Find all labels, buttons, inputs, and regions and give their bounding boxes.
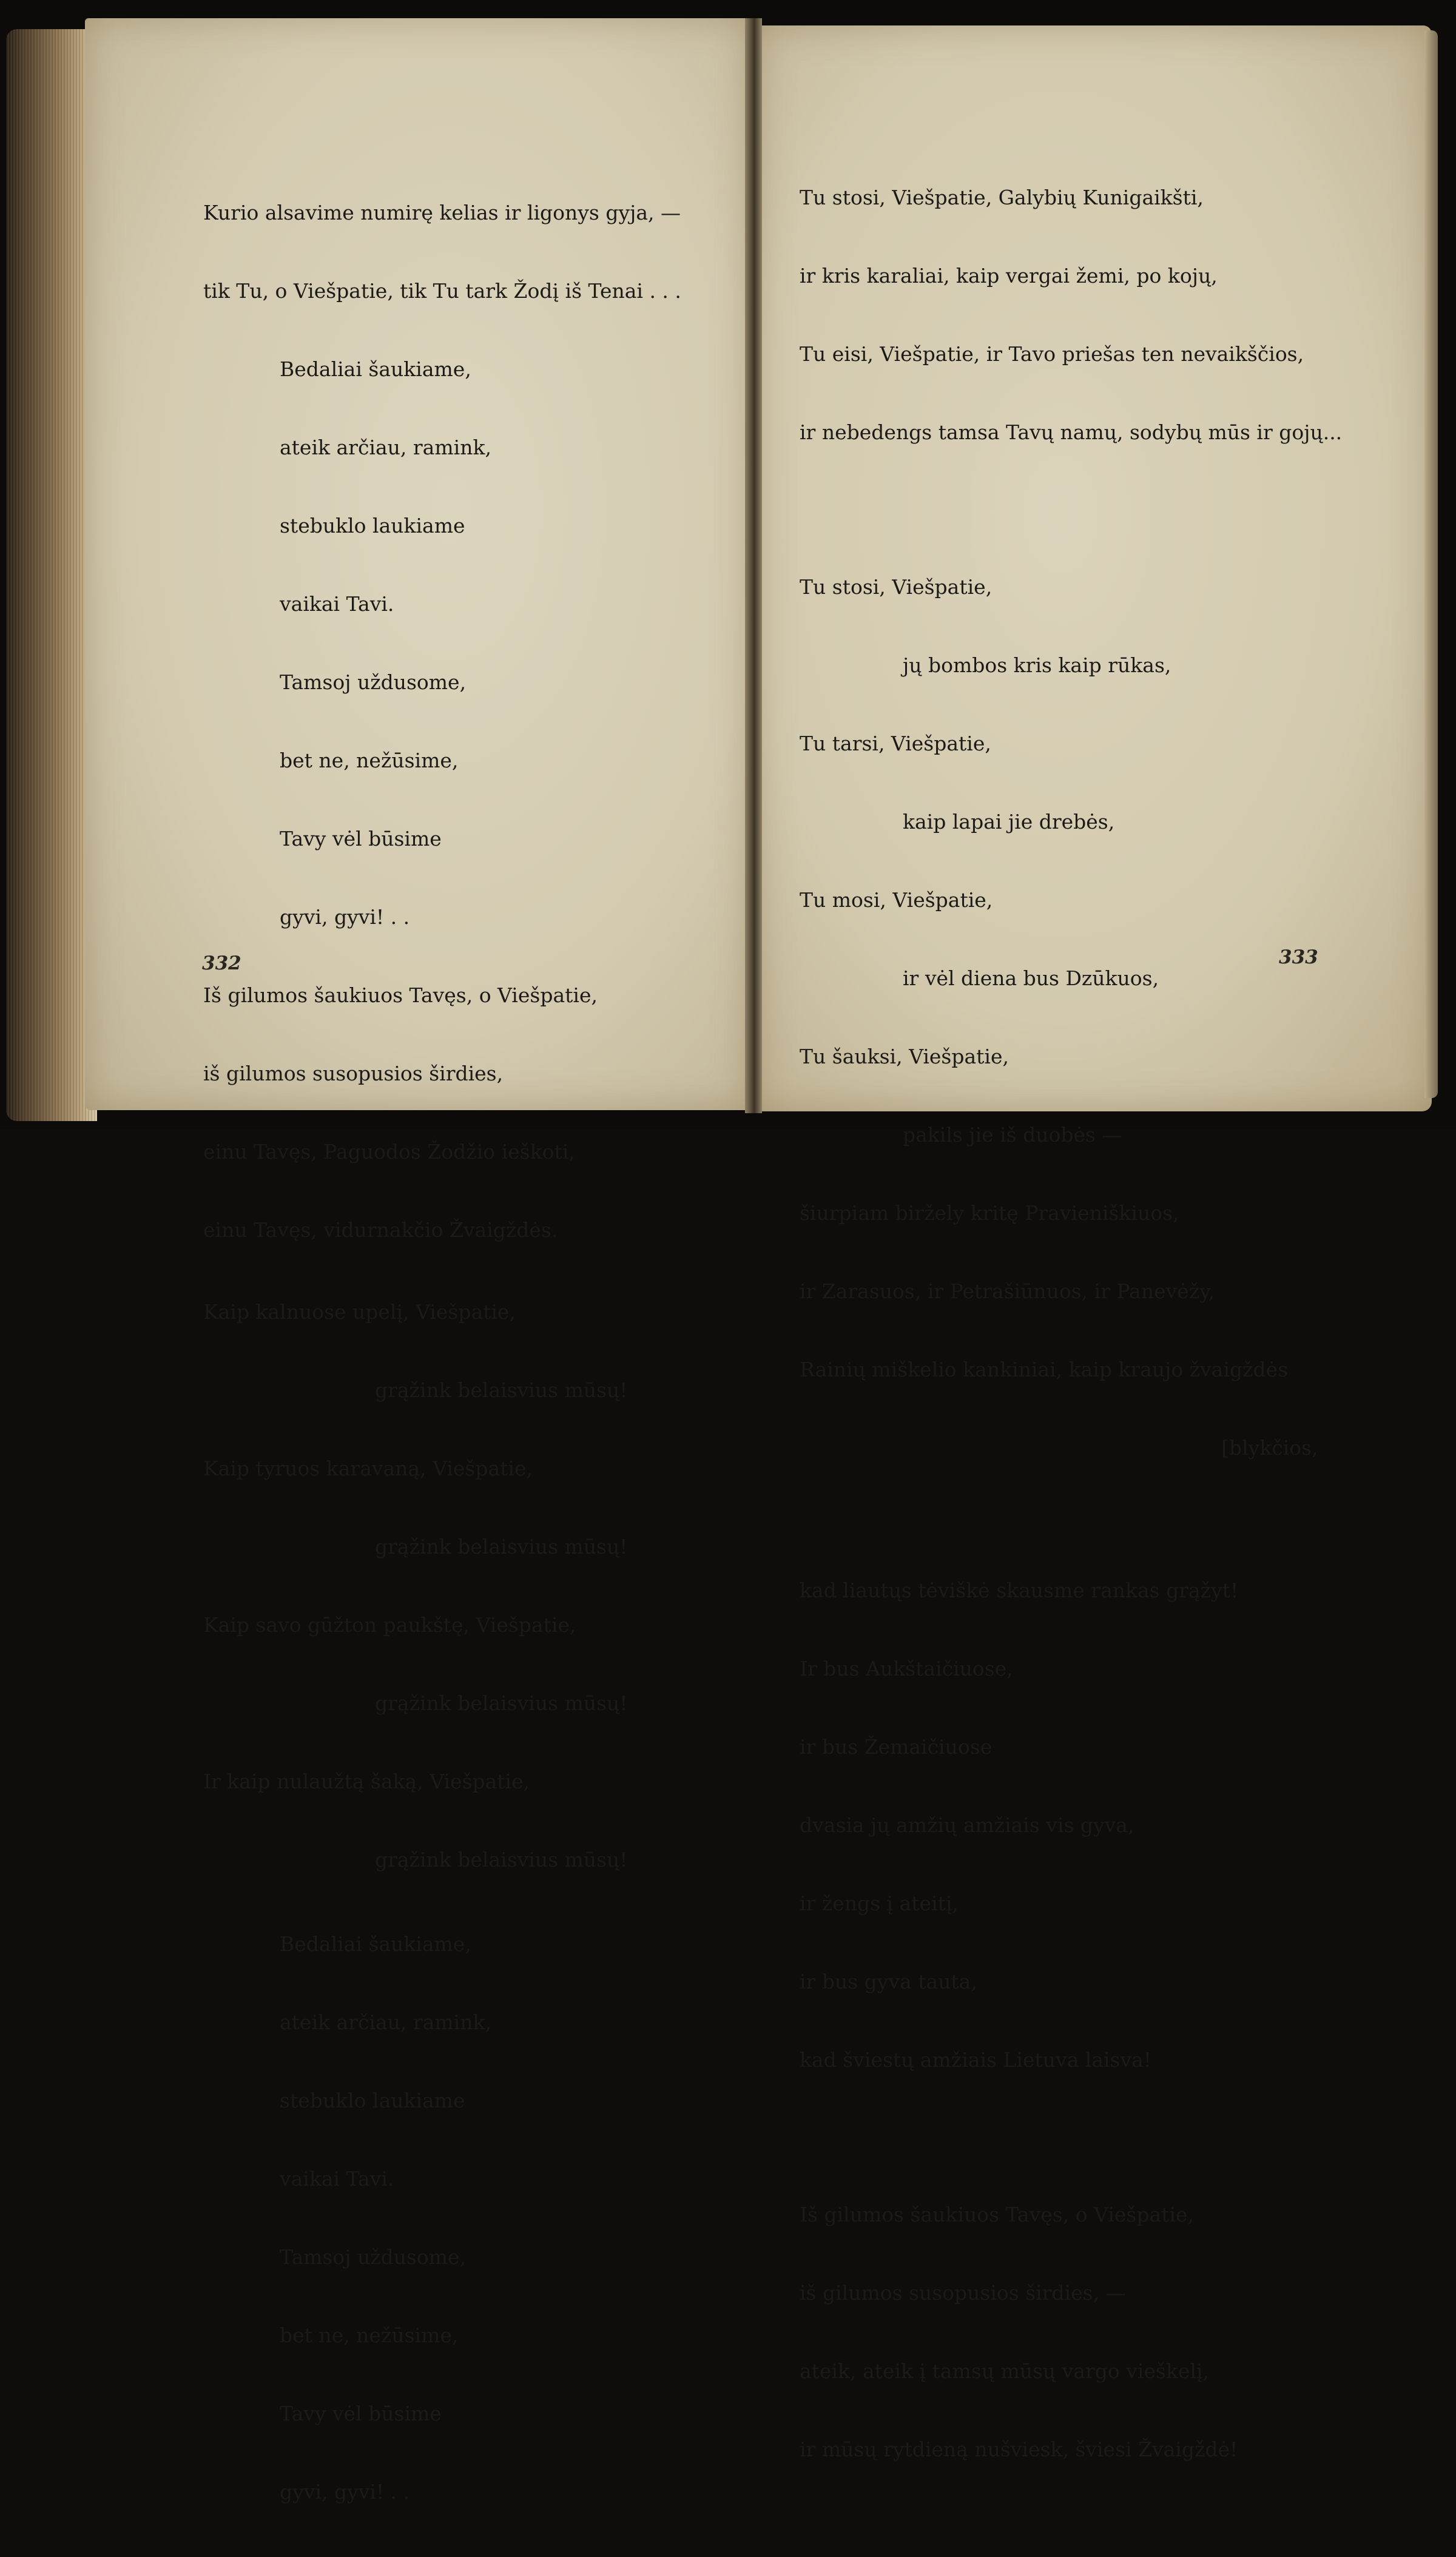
text-line: kaip lapai jie drebės,: [903, 810, 1115, 834]
text-line: ir bus gyva tauta,: [800, 1970, 977, 1993]
text-line: Tu stosi, Viešpatie, Galybių Kunigaikšti,: [800, 186, 1204, 209]
page-number-right: 333: [1279, 946, 1318, 968]
text-line: Tu eisi, Viešpatie, ir Tavo priešas ten nevaikščios,: [800, 342, 1304, 366]
text-line: bet ne, nežūsime,: [280, 749, 459, 772]
text-line: stebuklo laukiame: [280, 514, 465, 537]
text-line: Ir bus Aukštaičiuose,: [800, 1657, 1013, 1680]
text-line: Tavy vėl būsime: [280, 2402, 442, 2425]
text-line: ir Zarasuos, ir Petrašiūnuos, ir Panevėžy,: [800, 1279, 1215, 1303]
text-line: dvasia jų amžių amžiais vis gyva,: [800, 1813, 1134, 1837]
text-line: ateik arčiau, ramink,: [280, 436, 491, 459]
text-line: vaikai Tavi.: [280, 2167, 394, 2191]
text-line: gyvi, gyvi! . .: [280, 2480, 410, 2504]
text-line: tik Tu, o Viešpatie, tik Tu tark Žodį iš Tenai . . .: [203, 279, 681, 303]
page-stack-edge: [6, 29, 97, 1121]
text-line: Iš gilumos šaukiuos Tavęs, o Viešpatie,: [800, 2203, 1194, 2226]
text-line: grąžink belaisvius mūsų!: [375, 1535, 628, 1558]
right-page-text: [800, 132, 1342, 2515]
text-line: kad liautųs tėviškė skausme rankas grąžyt!: [800, 1578, 1239, 1602]
left-page-text: [203, 147, 681, 2557]
text-line: ateik, ateik į tamsų mūsų vargo vieškelį,: [800, 2359, 1210, 2383]
text-line: kad šviestų amžiais Lietuva laisva!: [800, 2048, 1152, 2072]
text-line: jų bombos kris kaip rūkas,: [903, 653, 1171, 677]
text-line: ir kris karaliai, kaip vergai žemi, po kojų,: [800, 264, 1218, 288]
text-line: Tamsoj uždusome,: [280, 2245, 467, 2269]
text-line: Bedaliai šaukiame,: [280, 357, 471, 381]
text-line: Kaip savo gūžton paukštę, Viešpatie,: [203, 1613, 576, 1637]
text-line: Tamsoj uždusome,: [280, 670, 467, 694]
text-line: Ir kaip nulaužtą šaką, Viešpatie,: [203, 1770, 530, 1793]
text-line: vaikai Tavi.: [280, 592, 394, 616]
text-line: iš gilumos susopusios širdies, —: [800, 2281, 1126, 2305]
text-line: Tu stosi, Viešpatie,: [800, 575, 993, 599]
book-gutter: [745, 18, 762, 1113]
text-line: šiurpiam biržely kritę Pravieniškiuos,: [800, 1201, 1179, 1225]
text-line: pakils jie iš duobės —: [903, 1123, 1122, 1147]
text-line: grąžink belaisvius mūsų!: [375, 1691, 628, 1715]
right-page-edge: [1424, 30, 1438, 1098]
text-line: grąžink belaisvius mūsų!: [375, 1378, 628, 1402]
text-line: Kaip tyruos karavaną, Viešpatie,: [203, 1457, 533, 1480]
text-line: grąžink belaisvius mūsų!: [375, 1848, 628, 1871]
text-line: ir bus Žemaičiuose: [800, 1735, 993, 1759]
text-line: Tu tarsi, Viešpatie,: [800, 732, 991, 755]
page-number-left: 332: [202, 952, 241, 974]
text-line: Tu mosi, Viešpatie,: [800, 888, 993, 912]
text-line: Kurio alsavime numirę kelias ir ligonys gyja, —: [203, 201, 681, 224]
text-line: einu Tavęs, Paguodos Žodžio ieškoti,: [203, 1140, 575, 1164]
text-line: Tavy vėl būsime: [280, 827, 442, 851]
text-line: ir nebedengs tamsa Tavų namų, sodybų mūs ir gojų...: [800, 420, 1343, 444]
text-line: [blykčios,: [1221, 1436, 1318, 1460]
text-line: ateik arčiau, ramink,: [280, 2010, 491, 2034]
text-line: Rainių miškelio kankiniai, kaip kraujo žvaigždės: [800, 1358, 1289, 1381]
text-line: ir žengs į ateitį,: [800, 1892, 959, 1915]
text-line: Kaip kalnuose upelį, Viešpatie,: [203, 1300, 516, 1324]
text-line: einu Tavęs, vidurnakčio Žvaigždės.: [203, 1218, 558, 1242]
text-line: ir vėl diena bus Dzūkuos,: [903, 966, 1159, 990]
text-line: bet ne, nežūsime,: [280, 2323, 459, 2347]
text-line: Tu šauksi, Viešpatie,: [800, 1045, 1009, 1068]
text-line: Bedaliai šaukiame,: [280, 1932, 471, 1956]
text-line: iš gilumos susopusios širdies,: [203, 1062, 504, 1085]
text-line: Iš gilumos šaukiuos Tavęs, o Viešpatie,: [203, 983, 598, 1007]
text-line: gyvi, gyvi! . .: [280, 905, 410, 929]
text-line: stebuklo laukiame: [280, 2089, 465, 2112]
text-line: ir mūsų rytdieną nušviesk, šviesi Žvaigždė!: [800, 2437, 1238, 2461]
